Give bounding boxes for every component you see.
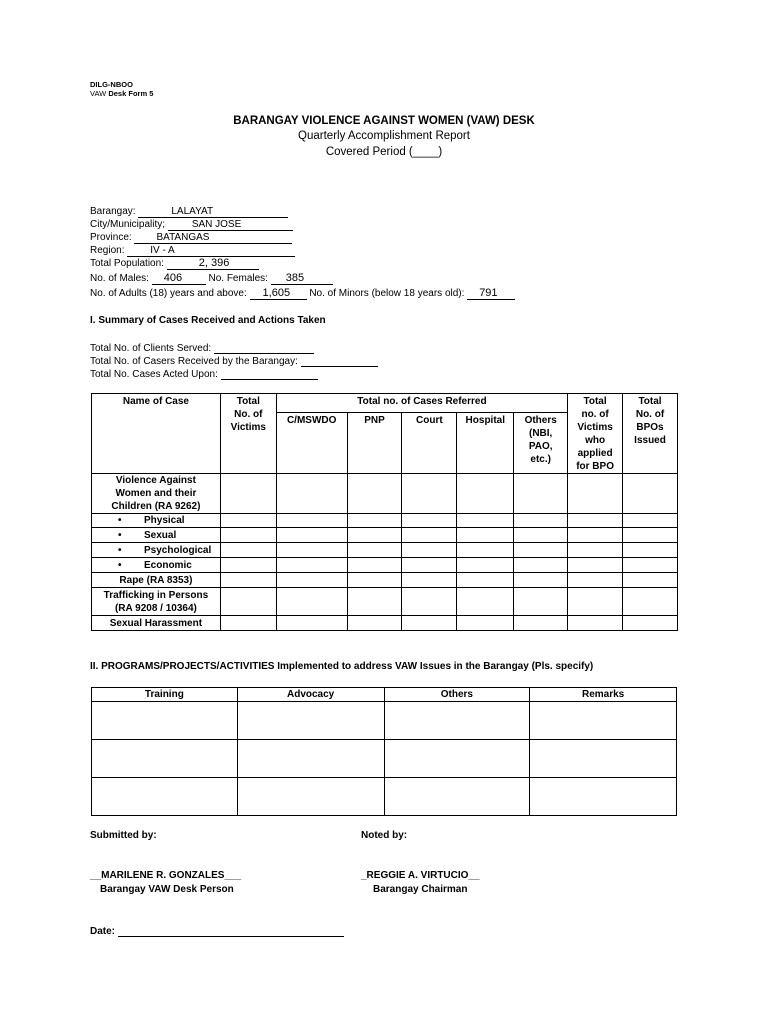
form-number: VAW Desk Form 5 [90,89,154,98]
col-others: Others (NBI, PAO, etc.) [514,413,568,474]
col-hospital: Hospital [457,413,514,474]
females-field: 385 [271,272,333,285]
city-line: City/Municipality; SAN JOSE [90,218,293,231]
table-row [92,514,678,528]
table-row [92,474,678,514]
row-physical: • Physical [92,514,221,528]
submitter-name: __MARILENE R. GONZALES___ [90,870,242,881]
table-row [92,573,678,588]
form-code: DILG-NBOO [90,80,133,89]
section-2-title: II. PROGRAMS/PROJECTS/ACTIVITIES Implemented to address VAW Issues in the Barangay (Pls. specify) [90,661,594,672]
col-name-of-case: Name of Case [92,394,221,474]
covered-period: Covered Period (____) [325,146,443,158]
cases-acted-field [221,367,318,380]
province-line: Province: BATANGAS [90,231,292,244]
row-psychological: • Psychological [92,543,221,558]
col-total-victims: Total No. of Victims [220,394,276,474]
region-line: Region: IV - A [90,244,295,257]
table-row [92,588,678,616]
table-row [92,558,678,573]
col-court: Court [402,413,457,474]
document-title: BARANGAY VIOLENCE AGAINST WOMEN (VAW) DESK [233,115,535,127]
cases-table [91,393,678,631]
table-row [92,778,677,816]
minors-field: 791 [467,287,515,300]
date-field[interactable] [118,924,344,937]
table-row [92,543,678,558]
city-field: SAN JOSE [168,218,293,231]
col-training: Training [92,688,238,702]
table-row [92,740,677,778]
table-row [92,616,678,631]
col-cmswdo: C/MSWDO [276,413,347,474]
date-line: Date: [90,924,344,937]
submitted-by-label: Submitted by: [90,830,157,841]
row-sexual: • Sexual [92,528,221,543]
section-1-title: I. Summary of Cases Received and Actions Taken [90,315,326,326]
row-trafficking: Trafficking in Persons (RA 9208 / 10364) [92,588,221,616]
row-economic: • Economic [92,558,221,573]
gender-line: No. of Males: 406 No. Females: 385 [90,272,333,285]
noted-by-label: Noted by: [361,830,408,841]
population-line: Total Population: 2, 396 [90,257,259,270]
col-remarks: Remarks [530,688,677,702]
table-row [92,528,678,543]
row-vawc: Violence Against Women and their Children (RA 9262) [92,474,221,514]
row-sexual-harassment: Sexual Harassment [92,616,221,631]
adults-field: 1,605 [250,287,307,300]
col-pnp: PNP [347,413,402,474]
barangay-field: LALAYAT [138,205,288,218]
noter-name: _REGGIE A. VIRTUCIO__ [361,870,480,881]
clients-served-line: Total No. of Clients Served: [90,341,314,354]
table-row [92,702,677,740]
col-others: Others [384,688,530,702]
document-subtitle: Quarterly Accomplishment Report [298,130,470,142]
col-advocacy: Advocacy [237,688,384,702]
row-rape: Rape (RA 8353) [92,573,221,588]
males-field: 406 [152,272,206,285]
programs-table [91,687,677,816]
col-cases-referred: Total no. of Cases Referred [276,394,567,413]
cases-received-line: Total No. of Casers Received by the Barangay: [90,354,378,367]
clients-served-field [214,341,314,354]
age-line: No. of Adults (18) years and above: 1,605 No. of Minors (below 18 years old): 791 [90,287,515,300]
province-field: BATANGAS [134,231,292,244]
cases-acted-line: Total No. Cases Acted Upon: [90,367,318,380]
noter-title: Barangay Chairman [373,884,468,895]
col-victims-applied-bpo: Total no. of Victims who applied for BPO [568,394,623,474]
population-field: 2, 396 [167,257,259,270]
region-field: IV - A [127,244,295,257]
barangay-line: Barangay: LALAYAT [90,205,288,218]
col-bpos-issued: Total No. of BPOs Issued [623,394,678,474]
submitter-title: Barangay VAW Desk Person [100,884,234,895]
cases-received-field [301,354,378,367]
